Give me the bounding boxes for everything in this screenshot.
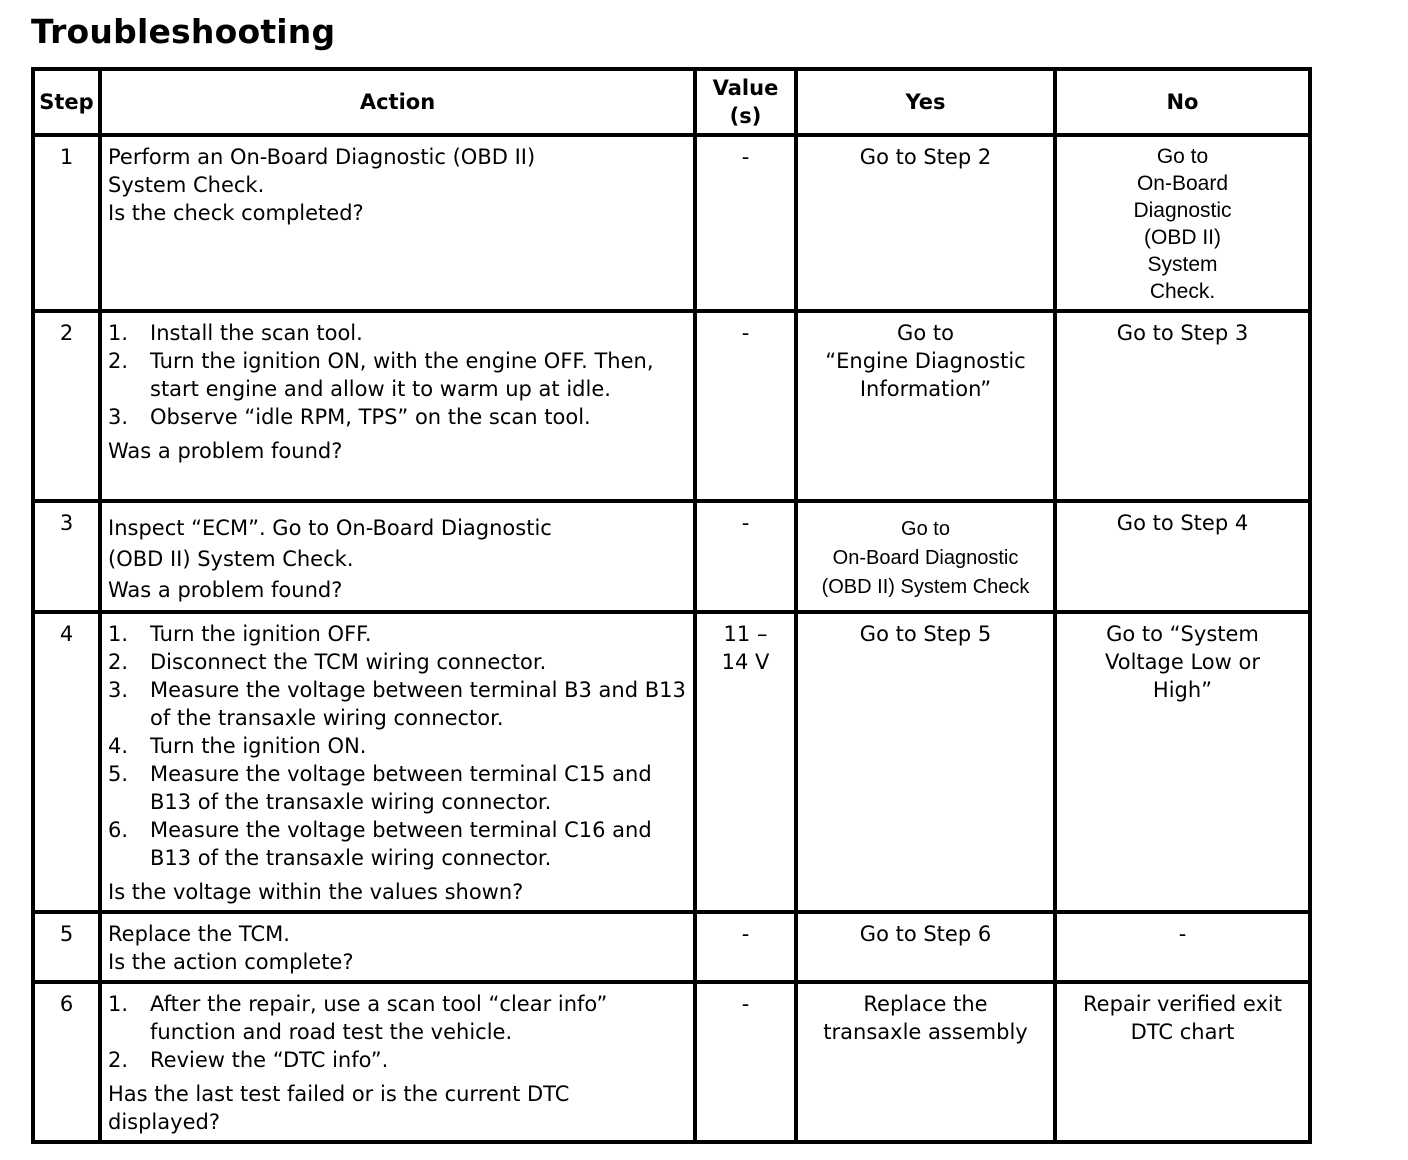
action-cell xyxy=(100,912,695,982)
action-question: Was a problem found? xyxy=(108,439,343,463)
header-action: Action xyxy=(100,69,695,135)
value-line: 14 V xyxy=(721,650,770,674)
action-step xyxy=(108,732,687,760)
no-line: Repair verified exit xyxy=(1083,992,1282,1016)
no-cell xyxy=(1055,982,1310,1142)
action-cell xyxy=(100,135,695,311)
no-line: DTC chart xyxy=(1130,1020,1235,1044)
yes-cell: Go to Step 6 xyxy=(796,912,1055,982)
action-step-num: 4. xyxy=(108,734,129,758)
yes-cell: Go to Step 2 xyxy=(796,135,1055,311)
action-step xyxy=(108,648,687,676)
action-step-num: 2. xyxy=(108,650,129,674)
action-cell xyxy=(100,612,695,912)
page-title: Troubleshooting xyxy=(31,12,336,51)
value-cell: - xyxy=(695,912,796,982)
action-steps xyxy=(108,990,687,1074)
action-step-text: Review the “DTC info”. xyxy=(150,1048,389,1072)
header-step: Step xyxy=(33,69,100,135)
step-number: 2 xyxy=(33,311,100,501)
header-no: No xyxy=(1055,69,1310,135)
no-line: Check. xyxy=(1149,280,1216,303)
no-line: High” xyxy=(1152,678,1213,702)
yes-line: (OBD II) System Check xyxy=(821,576,1030,598)
no-line: Diagnostic xyxy=(1133,199,1232,222)
table-row xyxy=(33,612,1310,912)
action-step-text: After the repair, use a scan tool “clear info” function and road test the vehicle. xyxy=(150,992,608,1044)
yes-line: “Engine Diagnostic xyxy=(825,349,1026,373)
action-step-num: 1. xyxy=(108,992,129,1016)
action-step-num: 2. xyxy=(108,1048,129,1072)
yes-cell xyxy=(796,501,1055,612)
step-number: 6 xyxy=(33,982,100,1142)
action-step xyxy=(108,990,687,1046)
action-step-num: 3. xyxy=(108,405,129,429)
yes-cell xyxy=(796,982,1055,1142)
action-cell xyxy=(100,501,695,612)
action-question: Is the voltage within the values shown? xyxy=(108,880,524,904)
action-question: Has the last test failed or is the current DTC displayed? xyxy=(108,1082,570,1134)
header-row xyxy=(33,69,1310,135)
action-step-num: 3. xyxy=(108,678,129,702)
action-line: (OBD II) System Check. xyxy=(108,547,354,571)
action-step xyxy=(108,319,687,347)
no-cell xyxy=(1055,612,1310,912)
header-yes: Yes xyxy=(796,69,1055,135)
action-step-text: Observe “idle RPM, TPS” on the scan tool. xyxy=(150,405,591,429)
value-cell: - xyxy=(695,135,796,311)
table-row xyxy=(33,135,1310,311)
action-step-num: 1. xyxy=(108,321,129,345)
action-line: Replace the TCM. xyxy=(108,922,290,946)
value-cell xyxy=(695,612,796,912)
action-line: System Check. xyxy=(108,173,265,197)
action-step-text: Install the scan tool. xyxy=(150,321,363,345)
action-step xyxy=(108,620,687,648)
no-line: (OBD II) xyxy=(1144,226,1221,249)
header-value-line1: Value xyxy=(712,76,779,100)
action-step-text: Turn the ignition ON, with the engine OFF. Then, start engine and allow it to warm up at idle. xyxy=(150,349,654,401)
step-number: 4 xyxy=(33,612,100,912)
no-line: Go to “System xyxy=(1106,622,1259,646)
step-number: 3 xyxy=(33,501,100,612)
yes-line: Go to xyxy=(901,518,950,540)
action-line: Inspect “ECM”. Go to On-Board Diagnostic xyxy=(108,516,552,540)
table-row xyxy=(33,501,1310,612)
troubleshooting-table xyxy=(31,67,1312,1144)
no-cell: Go to Step 3 xyxy=(1055,311,1310,501)
action-step xyxy=(108,403,687,431)
action-step xyxy=(108,760,687,816)
step-number: 1 xyxy=(33,135,100,311)
no-cell: - xyxy=(1055,912,1310,982)
action-step-num: 1. xyxy=(108,622,129,646)
action-step-num: 2. xyxy=(108,349,129,373)
action-line: Is the action complete? xyxy=(108,950,354,974)
action-steps xyxy=(108,620,687,872)
table-row xyxy=(33,311,1310,501)
yes-cell xyxy=(796,311,1055,501)
table-row xyxy=(33,912,1310,982)
yes-cell: Go to Step 5 xyxy=(796,612,1055,912)
no-cell xyxy=(1055,135,1310,311)
value-cell: - xyxy=(695,982,796,1142)
header-value xyxy=(695,69,796,135)
no-line: On-Board xyxy=(1136,172,1229,195)
value-cell: - xyxy=(695,501,796,612)
action-line: Perform an On-Board Diagnostic (OBD II) xyxy=(108,145,536,169)
yes-line: Go to xyxy=(897,321,954,345)
action-step xyxy=(108,676,687,732)
step-number: 5 xyxy=(33,912,100,982)
value-line: 11 – xyxy=(723,622,768,646)
table-row xyxy=(33,982,1310,1142)
no-line: System xyxy=(1147,253,1218,276)
action-step-text: Measure the voltage between terminal B3 and B13 of the transaxle wiring connector. xyxy=(150,678,686,730)
action-line: Is the check completed? xyxy=(108,201,364,225)
action-step-text: Turn the ignition OFF. xyxy=(150,622,372,646)
action-step-num: 6. xyxy=(108,818,129,842)
action-line: Was a problem found? xyxy=(108,578,343,602)
no-line: Voltage Low or xyxy=(1105,650,1260,674)
yes-line: On-Board Diagnostic xyxy=(832,547,1019,569)
action-step xyxy=(108,347,687,403)
action-cell xyxy=(100,311,695,501)
no-line: Go to xyxy=(1156,145,1209,168)
action-step-text: Measure the voltage between terminal C16 and B13 of the transaxle wiring connector. xyxy=(150,818,652,870)
no-cell: Go to Step 4 xyxy=(1055,501,1310,612)
value-cell: - xyxy=(695,311,796,501)
action-step-text: Disconnect the TCM wiring connector. xyxy=(150,650,547,674)
action-step xyxy=(108,816,687,872)
header-value-line2: (s) xyxy=(729,104,762,128)
action-step-num: 5. xyxy=(108,762,129,786)
yes-line: transaxle assembly xyxy=(823,1020,1028,1044)
action-step-text: Measure the voltage between terminal C15 and B13 of the transaxle wiring connector. xyxy=(150,762,652,814)
action-step xyxy=(108,1046,687,1074)
action-steps xyxy=(108,319,687,431)
action-step-text: Turn the ignition ON. xyxy=(150,734,367,758)
yes-line: Information” xyxy=(859,377,992,401)
yes-line: Replace the xyxy=(863,992,988,1016)
action-cell xyxy=(100,982,695,1142)
